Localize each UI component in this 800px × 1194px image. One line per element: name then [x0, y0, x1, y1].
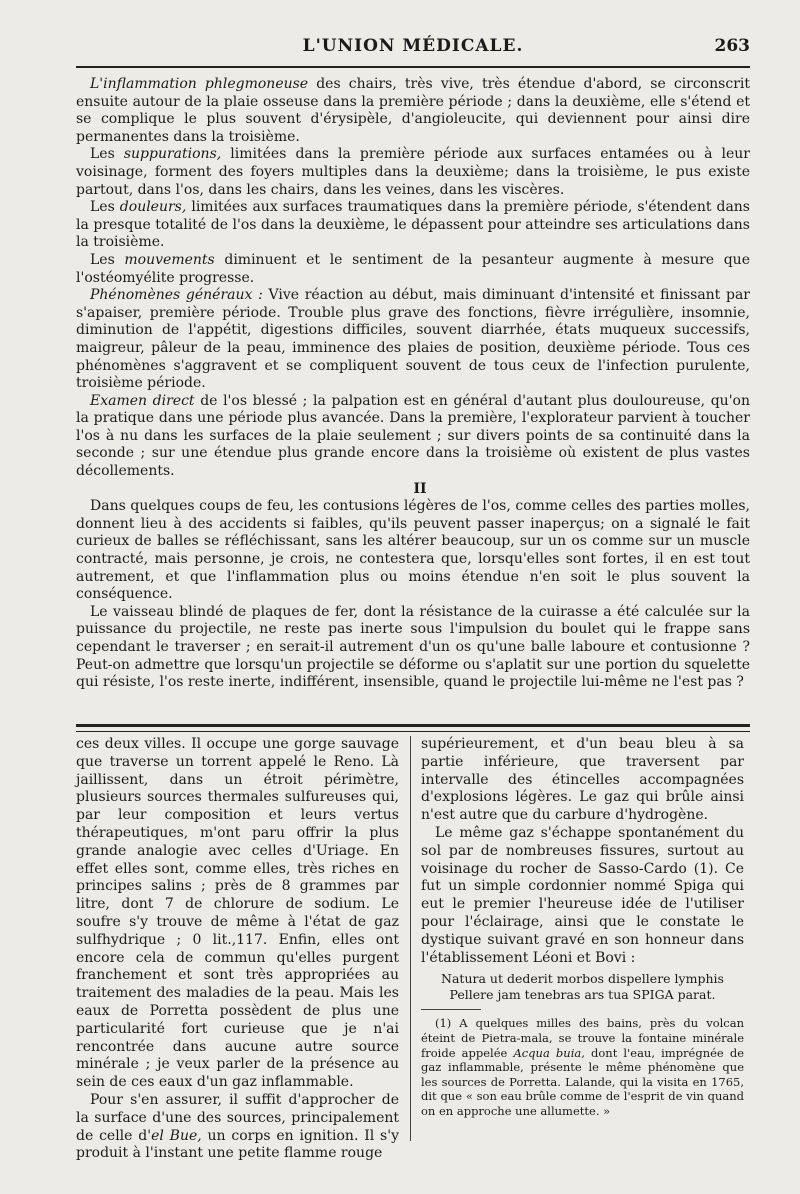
epigraph-line: Natura ut dederit morbos dispellere lymphis [441, 971, 724, 987]
left-column [76, 736, 399, 1163]
paragraph: Les mouvements diminuent et le sentiment de la pesanteur augmente à mesure que l'ostéomyélite progresse. [76, 251, 750, 286]
section-divider [76, 724, 750, 732]
paragraph: supérieurement, et d'un beau bleu à sa partie inférieure, que traversent par intervalle des étincelles accompagnées d'explosions légères. Le gaz qui brûle ainsi n'est autre que du carbure d'hydrogène. [421, 736, 744, 824]
paragraph: Le même gaz s'échappe spontanément du sol par de nombreuses fissures, surtout au voisinage du rocher de Sasso-Cardo (1). Ce fut un simple cordonnier nommé Spiga qui eut le premier l'heureuse idée de l'utiliser pour l'éclairage, ainsi que le constate le dystique suivant gravé en son honneur dans l'établissement Léoni et Bovi : [421, 824, 744, 966]
paragraph: Phénomènes généraux : Vive réaction au début, mais diminuant d'intensité et finissant par s'apaiser, première période. Trouble plus grave des fonctions, fièvre irrégulière, insomnie, diminution de l'appétit, digestions difficiles, souvent diarrhée, états muqueux successifs, maigreur, pâleur de la peau, imminence des plaies de position, deuxième période. Tous ces phénomènes s'aggravent et se compliquent souvent de tous ceux de l'infection purulente, troisième période. [76, 287, 750, 392]
paragraph: Dans quelques coups de feu, les contusions légères de l'os, comme celles des parties molles, donnent lieu à des accidents si faibles, qu'ils peuvent passer inaperçus; on a signalé le fait curieux de balles se réfléchissant, sans les altérer beaucoup, sur un os comme sur un muscle contracté, mais personne, je crois, ne contestera que, lorsqu'elles sont fortes, il en est tout autrement, et que l'inflammation plus ou moins étendue n'en soit le plus souvent la conséquence. [76, 498, 750, 603]
page-number: 263 [714, 36, 750, 56]
epigraph-line: Pellere jam tenebras ars tua SPIGA parat. [449, 987, 716, 1003]
paragraph: Les suppurations, limitées dans la première période aux surfaces entamées ou à leur voisinage, forment des foyers multiples dans la deuxième; dans la troisième, le pus existe partout, dans l'os, dans les chairs, dans les veines, dans les viscères. [76, 146, 751, 198]
right-column [421, 736, 744, 1119]
page-header [76, 36, 750, 60]
header-rule [76, 66, 750, 68]
paragraph: Pour s'en assurer, il suffit d'approcher de la surface d'une des sources, principalement de celle d'el Bue, un corps en ignition. Il s'y produit à l'instant une petite flamme rouge [76, 1091, 399, 1162]
column-divider [410, 736, 411, 1141]
paragraph: ces deux villes. Il occupe une gorge sauvage que traverse un torrent appelé le Reno. Là jaillissent, dans un étroit périmètre, plusieurs sources thermales sulfureuses qui, par leur composition et leurs vertus thérapeutiques, m'ont paru offrir la plus grande analogie avec celles d'Uriage. En effet elles sont, comme elles, très riches en principes salins ; près de 8 grammes par litre, dont 7 de chlorure de sodium. Le soufre s'y trouve de même à l'état de gaz sulfhydrique ; 0 lit.,117. Enfin, elles ont encore cela de commun qu'elles purgent franchement et sont très appropriées au traitement des maladies de la peau. Mais les eaux de Porretta possèdent de plus une particularité fort curieuse que je n'ai rencontrée dans aucune autre source minérale ; je veux parler de la présence au sein de ces eaux d'un gaz inflammable. [76, 736, 399, 1091]
paragraph: Les douleurs, limitées aux surfaces traumatiques dans la première période, s'étendent dans la presque totalité de l'os dans la deuxième, le dépassent pour atteindre ses articulations dans la troisième. [76, 199, 750, 251]
paragraph: L'inflammation phlegmoneuse des chairs, très vive, très étendue d'abord, se circonscrit ensuite autour de la plaie osseuse dans la première période ; dans la deuxième, elle s'étend et se complique le plus souvent d'érysipèle, d'angioleucite, qui deviennent pour ainsi dire permanentes dans la troisième. [76, 76, 750, 145]
paragraph: Examen direct de l'os blessé ; la palpation est en général d'autant plus douloureuse, qu'on la pratique dans une période plus avancée. Dans la première, l'explorateur parvient à toucher l'os à nu dans les surfaces de la plaie seulement ; sur divers points de sa continuité dans la seconde ; sur une étendue plus grande encore dans la troisième où existent de plus vastes décollements. [76, 392, 750, 480]
section-heading: II [413, 480, 427, 497]
journal-title: L'UNION MÉDICALE. [302, 36, 524, 56]
epigraph [421, 971, 744, 1003]
footnote: (1) A quelques milles des bains, près du volcan éteint de Pietra-mala, se trouve la fontaine minérale froide appelée Acqua buia, dont l'eau, imprégnée de gaz inflammable, présente le même phénomène que les sources de Porretta. Lalande, qui la visita en 1765, dit que « son eau brûle comme de l'esprit de vin quand on en approche une allumette. » [421, 1016, 745, 1118]
footnote-rule [421, 1009, 481, 1010]
paragraph: Le vaisseau blindé de plaques de fer, dont la résistance de la cuirasse a été calculée sur la puissance du projectile, ne reste pas inerte sous l'impulsion du boulet qui le frappe sans cependant le traverser ; en serait-il autrement d'un os qu'une balle laboure et contusionne ? Peut-on admettre que lorsqu'un projectile se déforme ou s'aplatit sur une portion du squelette qui résiste, l'os reste inerte, indifférent, insensible, quand le projectile lui-même ne l'est pas ? [76, 603, 750, 691]
main-text-section [76, 76, 750, 692]
